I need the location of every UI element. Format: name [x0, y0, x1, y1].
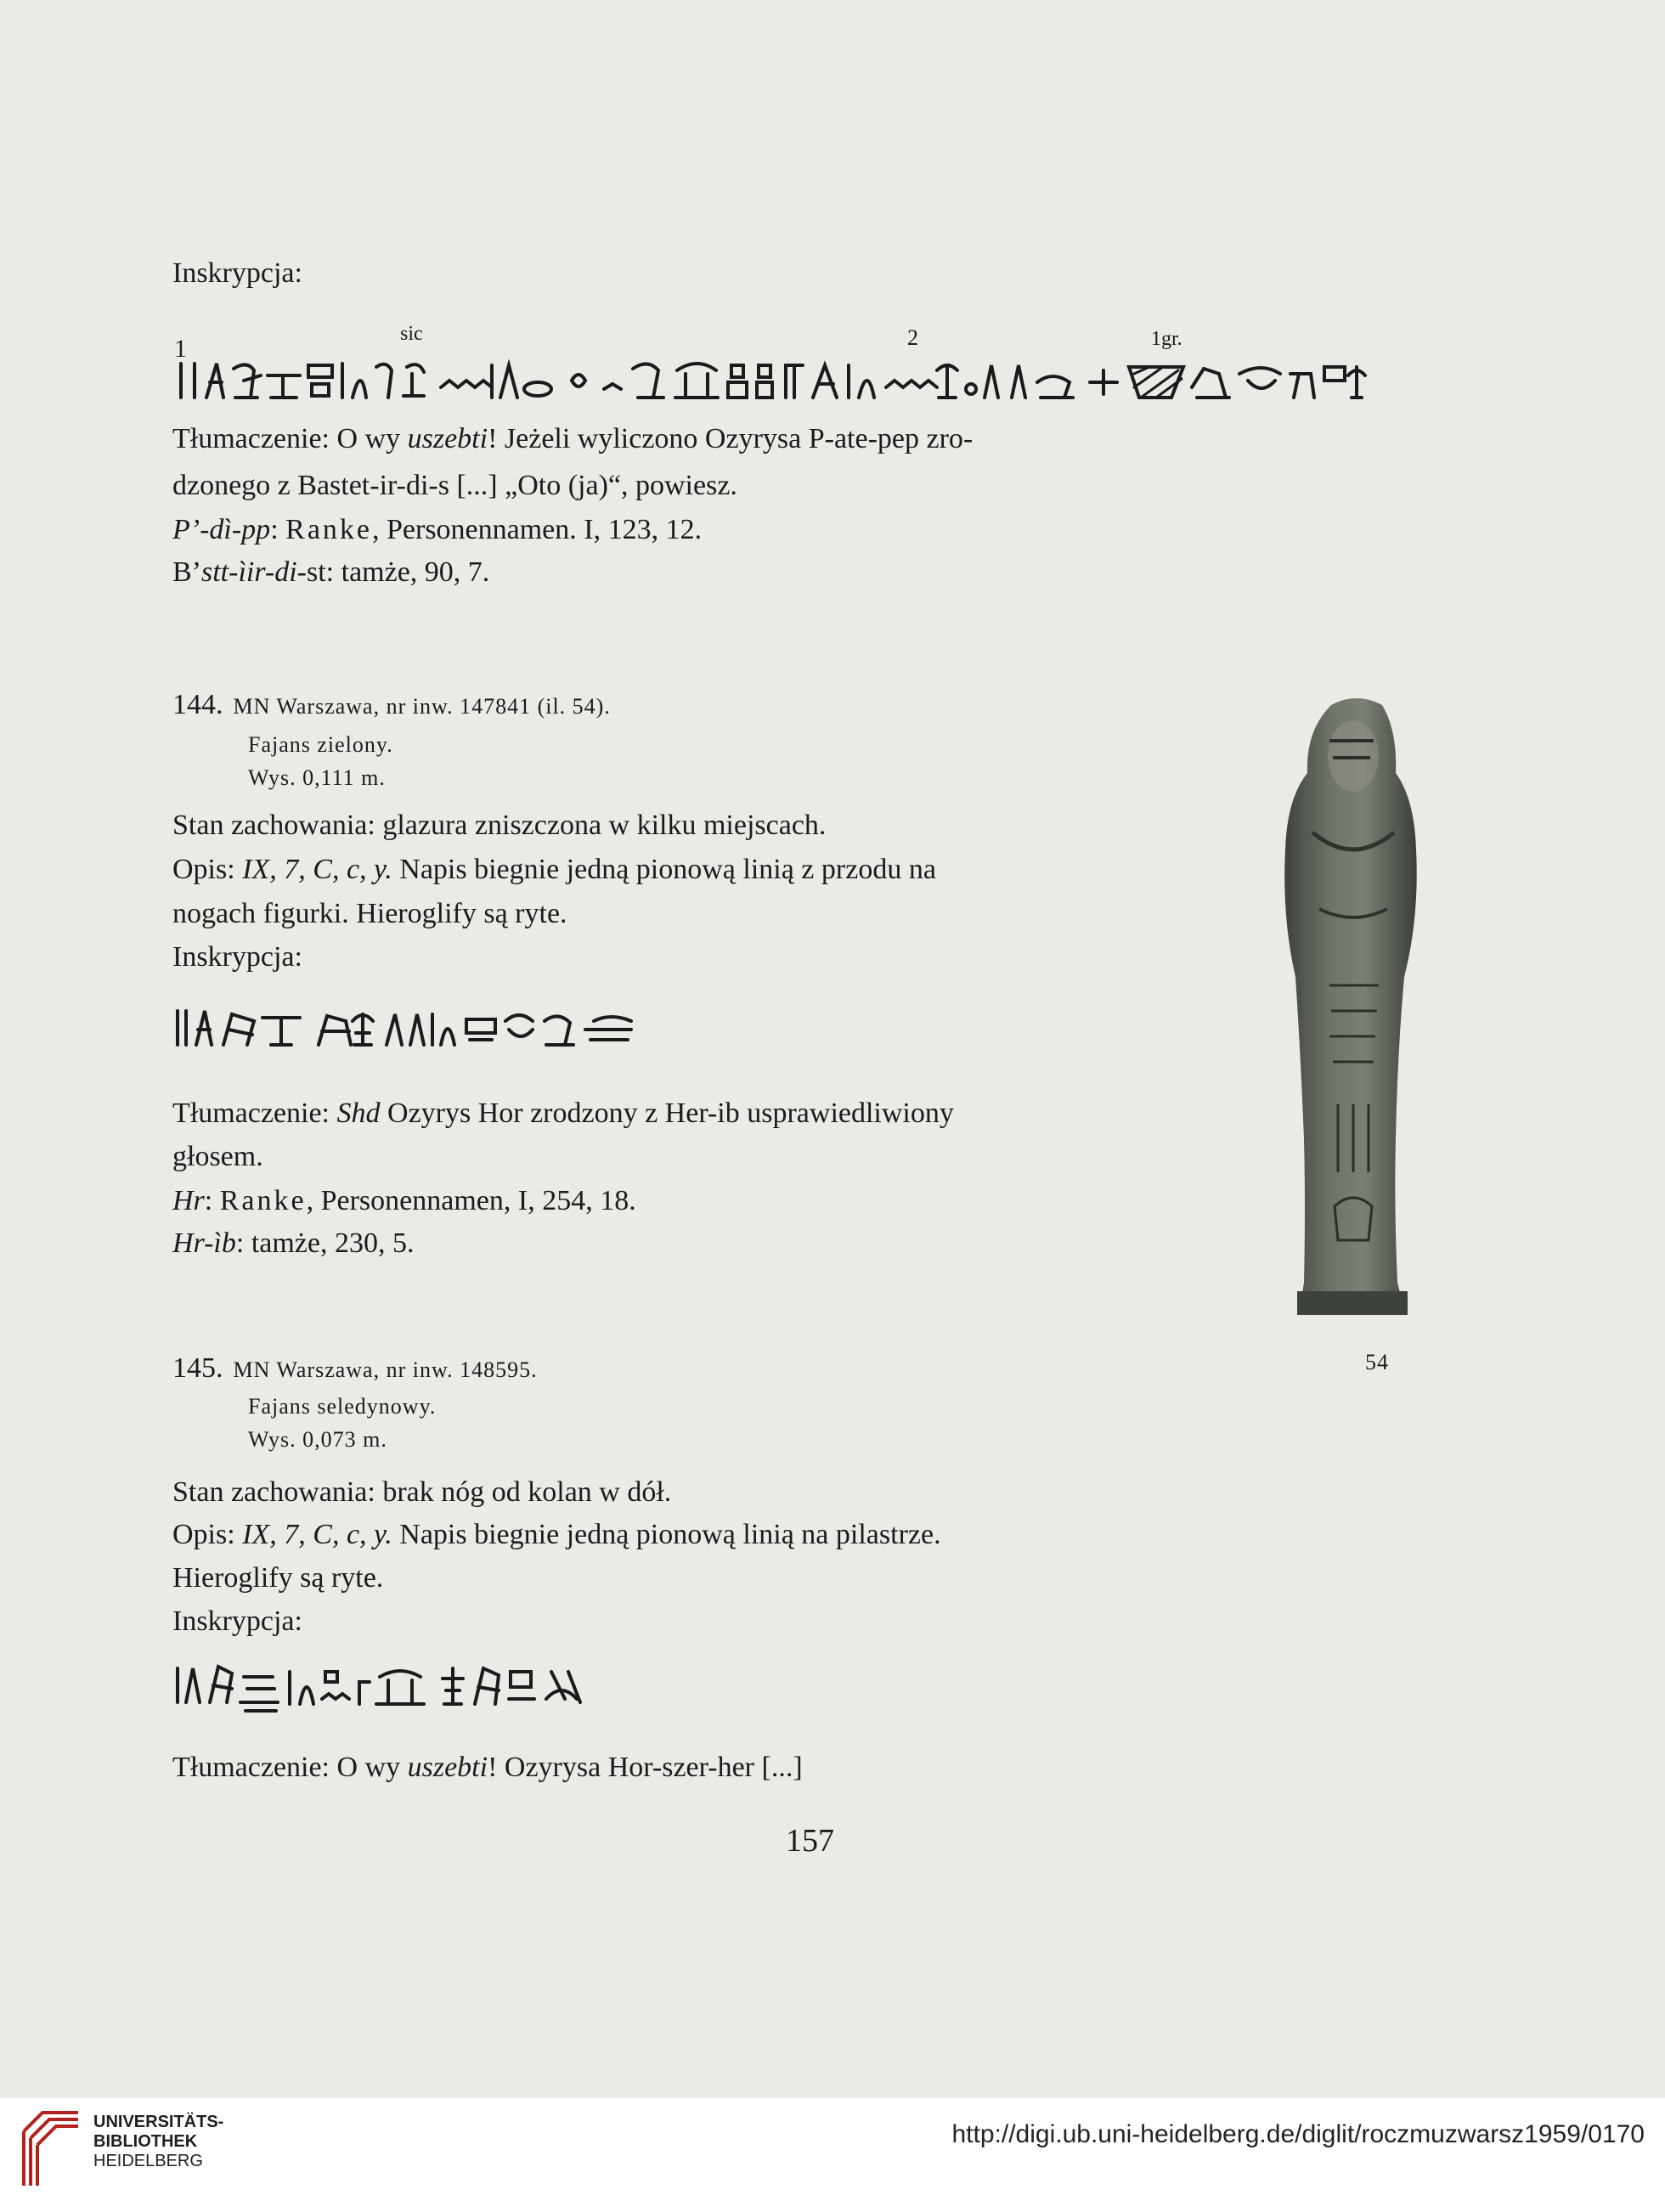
uszebti-term: uszebti	[407, 423, 488, 454]
ub-heidelberg-logo-icon[interactable]	[19, 2109, 82, 2193]
entry-number: 145.	[172, 1352, 223, 1384]
inscription-label: Inskrypcja:	[172, 941, 302, 973]
entry-145-description-2: Hieroglify są ryte.	[172, 1562, 384, 1594]
page-number: 157	[786, 1823, 834, 1859]
footer-bar	[0, 2098, 1665, 2212]
entry-145-height: Wys. 0,073 m.	[248, 1427, 387, 1452]
reference-line-1: P’-dì-pp: Ranke, Personennamen. I, 123, 12.	[172, 514, 703, 545]
reference-line-2: B’stt-ìir-di-st: tamże, 90, 7.	[172, 556, 490, 588]
entry-144-translation: Tłumaczenie: Shd Ozyrys Hor zrodzony z Her-ib usprawiedliwiony	[172, 1098, 954, 1129]
entry-144-reference-1: Hr: Ranke, Personennamen, I, 254, 18.	[172, 1185, 636, 1216]
author-ranke: Ranke	[219, 1185, 307, 1216]
entry-145-header: 145. MN Warszawa, nr inw. 148595.	[172, 1352, 538, 1384]
entry-144-material: Fajans zielony.	[248, 732, 393, 757]
entry-144-header: 144. MN Warszawa, nr inw. 147841 (il. 54).	[172, 689, 611, 720]
hieroglyph-inscription-144	[172, 996, 648, 1055]
translation-line-1: Tłumaczenie: O wy uszebti! Jeżeli wyliczono Ozyrysa P-ate-pep zro-	[172, 423, 974, 454]
annotation-sic: sic	[400, 323, 423, 345]
entry-144-description: Opis: IX, 7, C, c, y. Napis biegnie jedną pionową linią z przodu na	[172, 854, 936, 885]
entry-144-translation-2: głosem.	[172, 1141, 263, 1172]
figure-54-caption: 54	[1365, 1350, 1389, 1374]
entry-145-description: Opis: IX, 7, C, c, y. Napis biegnie jedną pionową linią na pilastrze.	[172, 1519, 941, 1550]
entry-144-description-2: nogach figurki. Hieroglify są ryte.	[172, 898, 567, 929]
annotation-1: 1	[174, 335, 187, 363]
annotation-2: 2	[907, 325, 918, 350]
inscription-label: Inskrypcja:	[172, 257, 302, 289]
translation-line-2: dzonego z Bastet-ir-di-s [...] „Oto (ja)“, powiesz.	[172, 470, 737, 501]
entry-144-condition: Stan zachowania: glazura zniszczona w kilku miejscach.	[172, 810, 827, 841]
figure-54-ushabti-photo	[1278, 697, 1423, 1329]
author-ranke: Ranke	[285, 514, 372, 545]
entry-number: 144.	[172, 689, 223, 720]
annotation-1gr: 1gr.	[1151, 328, 1182, 350]
translation-label: Tłumaczenie:	[172, 423, 330, 454]
ub-heidelberg-logo-text: UNIVERSITÄTS- BIBLIOTHEK HEIDELBERG	[93, 2113, 224, 2170]
entry-144-height: Wys. 0,111 m.	[248, 765, 386, 790]
hieroglyph-inscription-143	[172, 314, 1379, 408]
hieroglyph-inscription-145	[172, 1651, 614, 1719]
entry-144-reference-2: Hr-ìb: tamże, 230, 5.	[172, 1227, 415, 1259]
entry-145-translation: Tłumaczenie: O wy uszebti! Ozyrysa Hor-szer-her [...]	[172, 1752, 803, 1783]
uszebti-term: uszebti	[407, 1752, 488, 1783]
entry-145-condition: Stan zachowania: brak nóg od kolan w dół.	[172, 1476, 672, 1508]
entry-145-material: Fajans seledynowy.	[248, 1394, 437, 1419]
source-url-link[interactable]: http://digi.ub.uni-heidelberg.de/diglit/roczmuzwarsz1959/0170	[951, 2120, 1645, 2148]
shd-term: Shd	[336, 1098, 381, 1129]
inscription-label: Inskrypcja:	[172, 1605, 302, 1637]
